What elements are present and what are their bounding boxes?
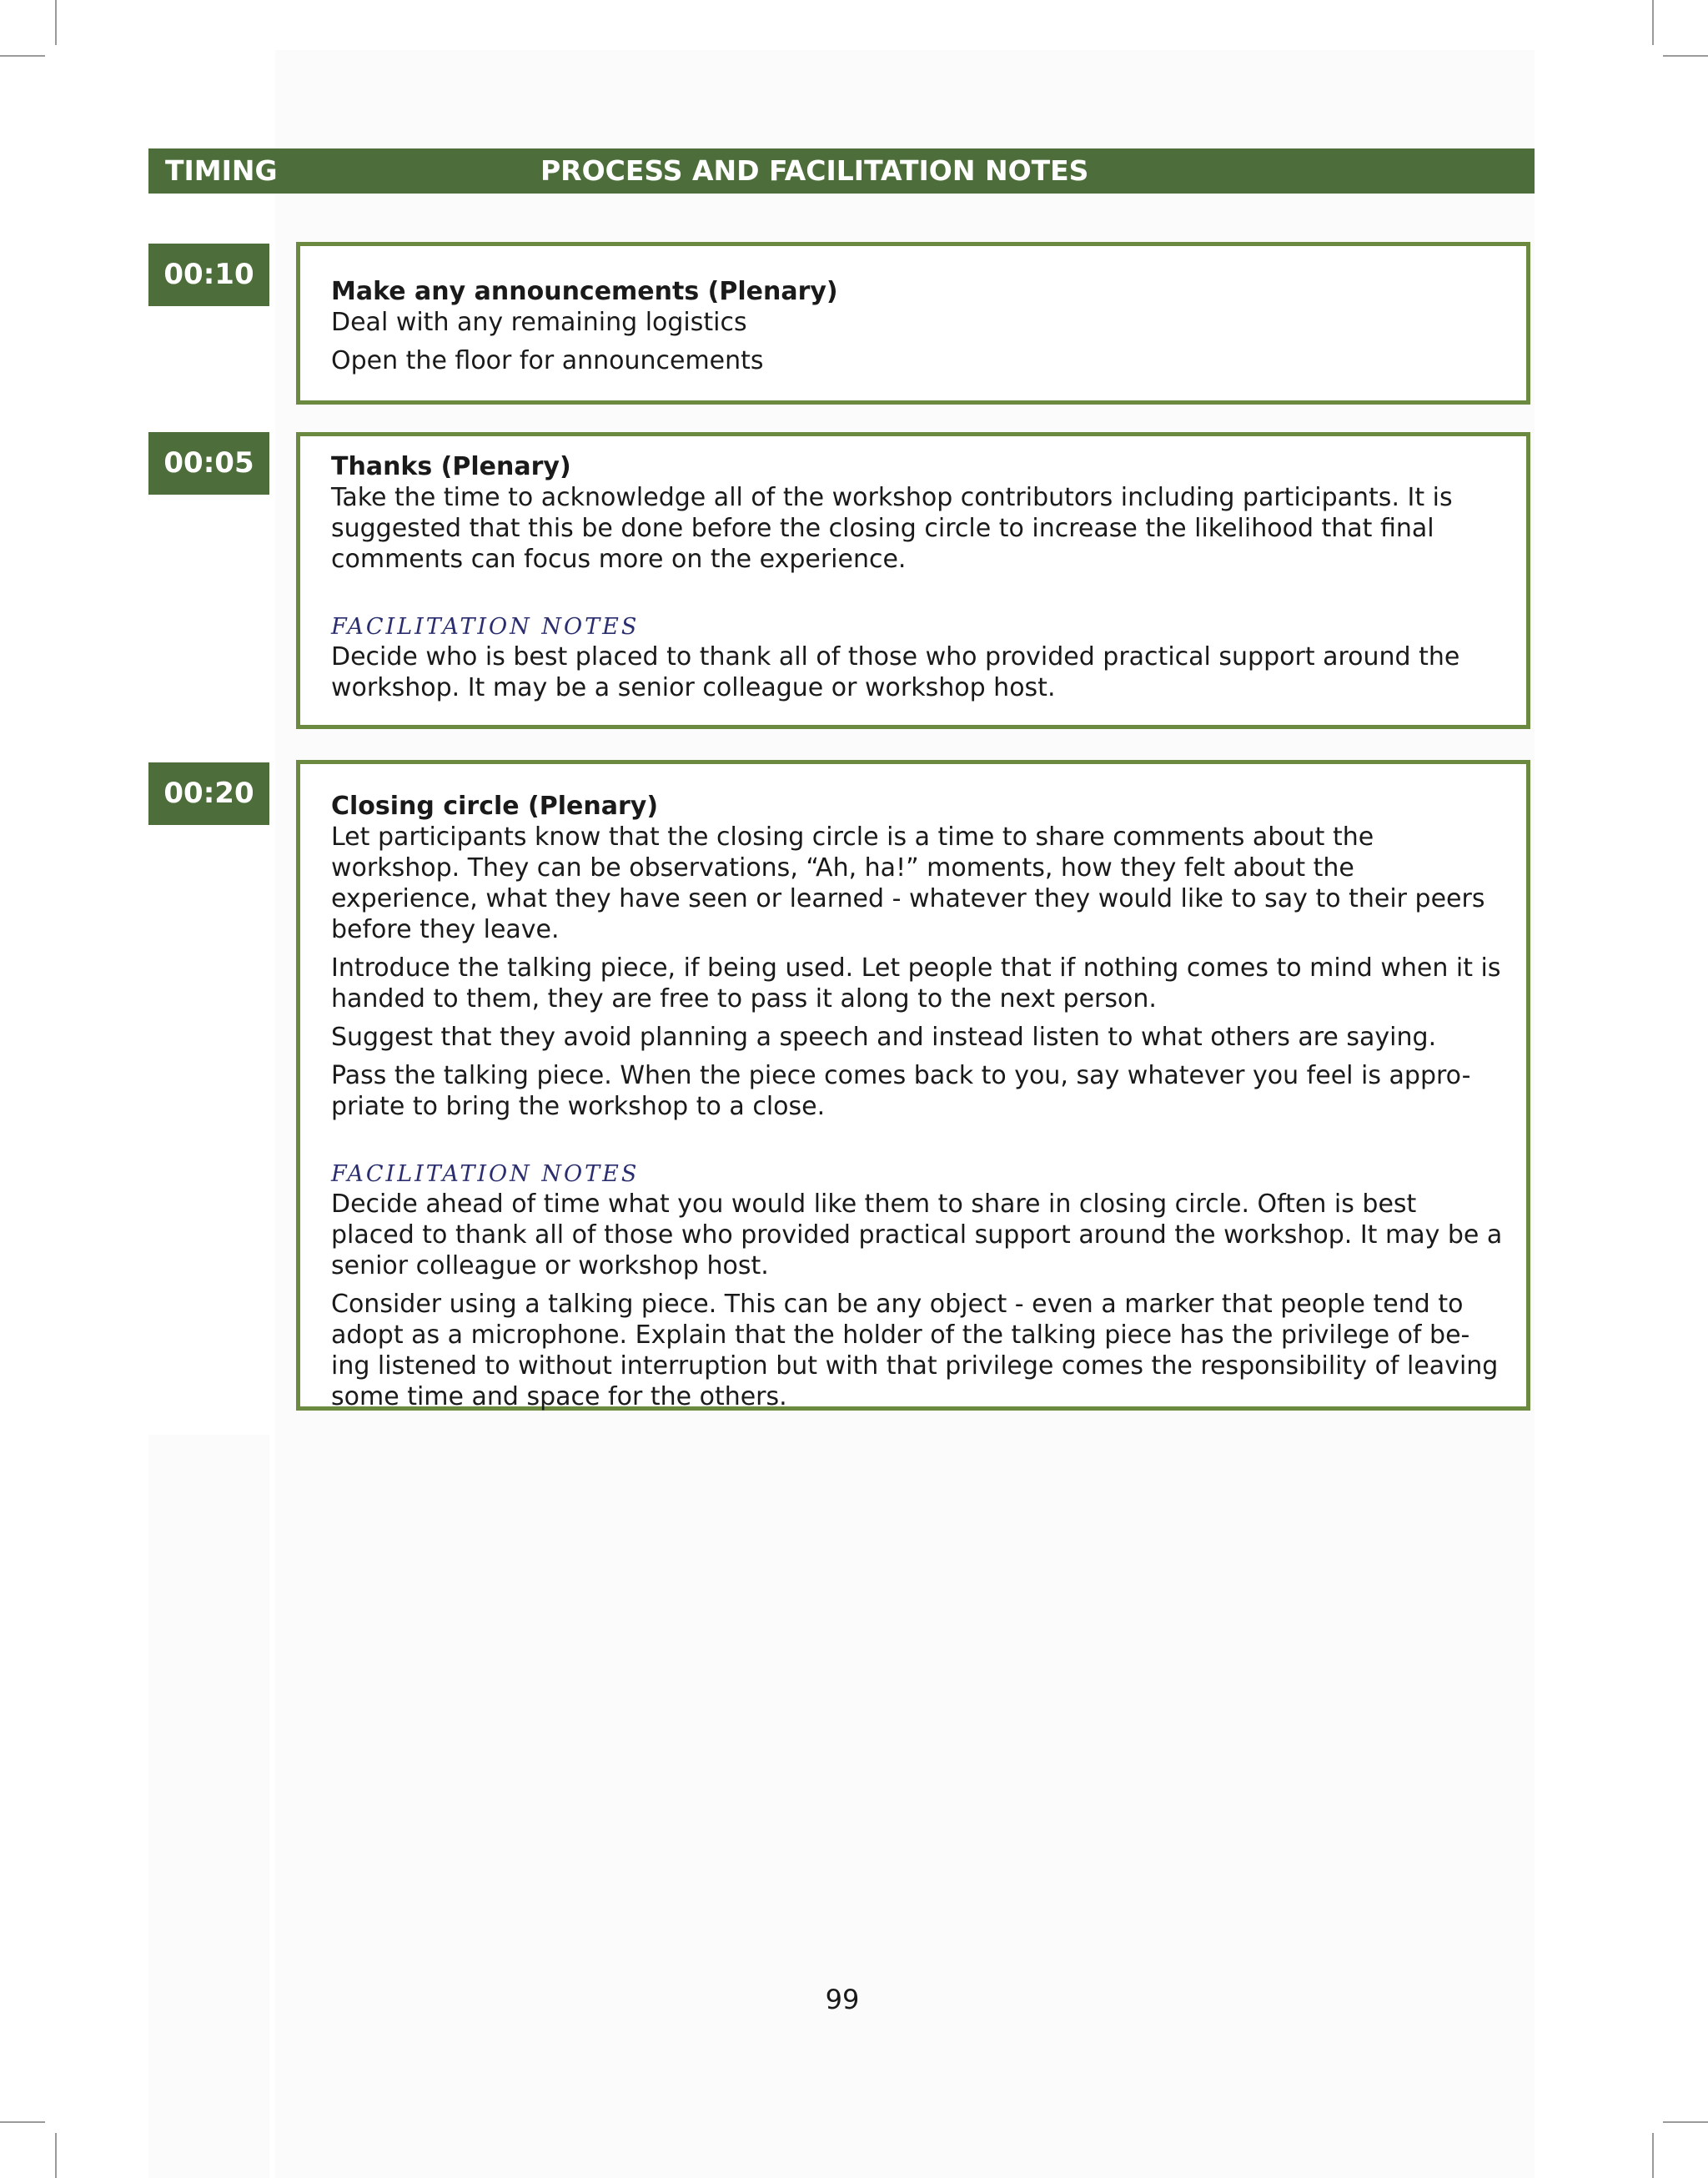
section-paragraph: Suggest that they avoid planning a speech and instead listen to what others are saying. <box>331 1023 1437 1052</box>
section-paragraph: Deal with any remaining logistics <box>331 308 747 337</box>
section-title: Closing circle (Plenary) <box>331 792 659 821</box>
section-paragraph: Pass the talking piece. When the piece comes back to you, say whatever you feel is appro-priate to bring the workshop to a close. <box>331 1061 1471 1121</box>
facilitation-notes-label: FACILITATION NOTES <box>331 1161 640 1187</box>
time-badge: 00:20 <box>148 762 269 825</box>
crop-mark <box>55 2133 57 2178</box>
crop-mark <box>55 0 57 45</box>
crop-mark <box>1663 55 1708 57</box>
page-number: 99 <box>825 1984 860 2015</box>
table-header-bar <box>148 148 1535 194</box>
time-badge: 00:05 <box>148 432 269 495</box>
section-box-closing-circle <box>296 760 1530 1411</box>
section-box-thanks <box>296 432 1530 729</box>
crop-mark <box>1652 0 1654 45</box>
time-badge: 00:10 <box>148 244 269 306</box>
section-box-announcements <box>296 242 1530 405</box>
section-paragraph: Take the time to acknowledge all of the workshop contributors including participants. It is suggested that this be done before the closing circle to increase the likelihood that final comments can focus more on the experience. <box>331 483 1453 574</box>
section-title: Thanks (Plenary) <box>331 452 571 481</box>
section-title: Make any announcements (Plenary) <box>331 277 838 306</box>
crop-mark <box>0 55 45 57</box>
crop-mark <box>1663 2121 1708 2123</box>
timing-column-shade <box>148 1435 269 2178</box>
facilitation-notes-label: FACILITATION NOTES <box>331 614 640 640</box>
crop-mark <box>1652 2133 1654 2178</box>
facilitation-note: Decide ahead of time what you would like them to share in closing circle. Often is best placed to thank all of those who provided practical support around the workshop. It may be a senior colleague or workshop host. <box>331 1190 1503 1280</box>
section-paragraph: Let participants know that the closing circle is a time to share comments about the workshop. They can be observations, “Ah, ha!” moments, how they felt about the experience, what they have seen or learned - whatever they would like to say to their peers before they leave. <box>331 822 1485 944</box>
facilitation-note: Consider using a talking piece. This can be any object - even a marker that people tend to adopt as a microphone. Explain that the holder of the talking piece has the privilege of be-ing listened to without interruption but with that privilege comes the responsibility of leaving some time and space for the others. <box>331 1290 1499 1411</box>
crop-mark <box>0 2121 45 2123</box>
timing-column-header: TIMING <box>165 154 278 187</box>
process-column-header: PROCESS AND FACILITATION NOTES <box>540 154 1089 187</box>
section-paragraph: Open the floor for announcements <box>331 346 764 375</box>
section-paragraph: Introduce the talking piece, if being used. Let people that if nothing comes to mind when it is handed to them, they are free to pass it along to the next person. <box>331 953 1501 1014</box>
facilitation-note: Decide who is best placed to thank all of those who provided practical support around the workshop. It may be a senior colleague or workshop host. <box>331 642 1460 702</box>
